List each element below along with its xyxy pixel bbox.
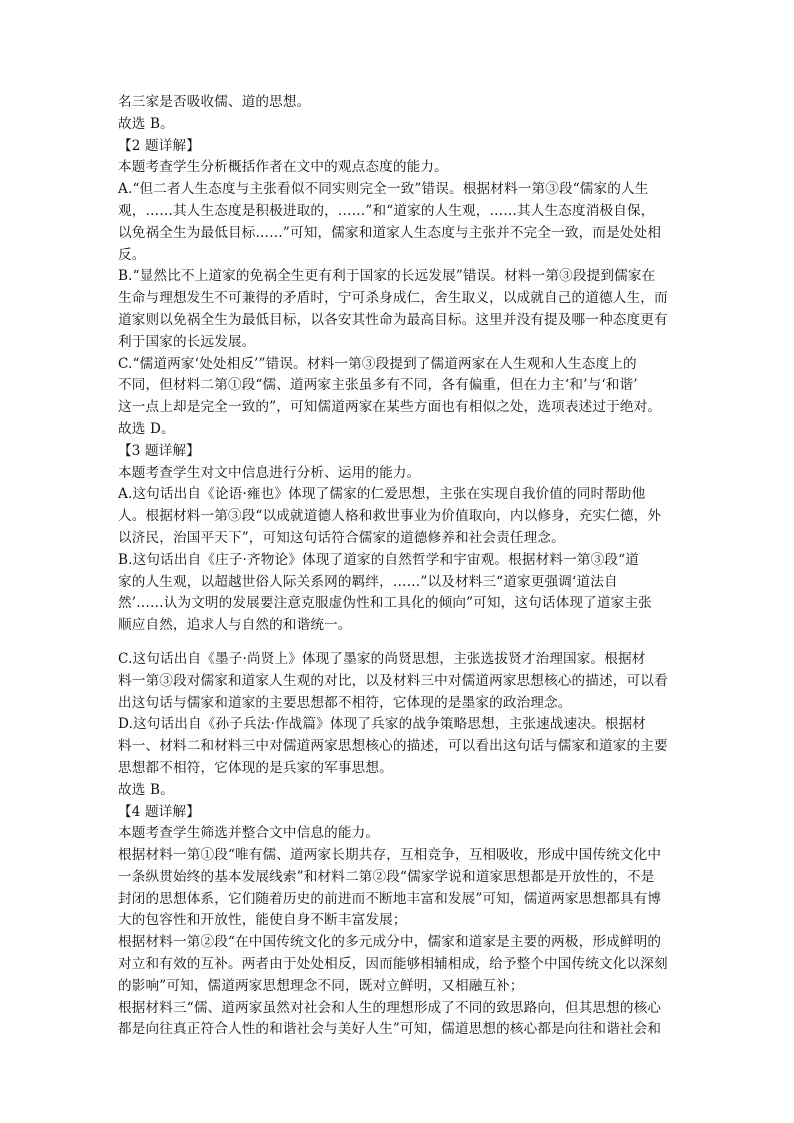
text-line: 都是向往真正符合人性的和谐社会与美好人生”可知，儒道思想的核心都是向往和谐社会和 <box>118 1021 662 1038</box>
text-line: 利于国家的长远发展。 <box>118 333 256 350</box>
text-line: 故选 B。 <box>118 115 174 132</box>
text-line: 家的人生观，以超越世俗人际关系网的羁绊，……”以及材料三“道家更强调‘道法自 <box>118 573 618 590</box>
text-line: 根据材料三“儒、道两家虽然对社会和人生的理想形成了不同的致思路向，但其思想的核心 <box>118 999 662 1016</box>
text-line: 料一第③段对儒家和道家人生观的对比，以及材料三中对儒道两家思想核心的描述，可以看 <box>118 672 668 689</box>
text-line: 一条纵贯始终的基本发展线索”和材料二第②段“儒家学说和道家思想都是开放性的，不是 <box>118 868 655 885</box>
text-line: D.这句话出自《孙子兵法·作战篇》体现了兵家的战争策略思想，主张速战速决。根据材 <box>118 716 647 733</box>
text-line: 思想都不相符，它体现的是兵家的军事思想。 <box>118 759 393 776</box>
text-line: 顺应自然，追求人与自然的和谐统一。 <box>118 617 352 634</box>
text-line: 【2 题详解】 <box>118 137 200 154</box>
text-line: A.这句话出自《论语·雍也》体现了儒家的仁爱思想，主张在实现自我价值的同时帮助他 <box>118 486 646 503</box>
text-line: 反。 <box>118 246 146 263</box>
text-line: 【3 题详解】 <box>118 442 200 459</box>
text-line: 以济民，治国平天下”，可知这句话符合儒家的道德修养和社会责任理念。 <box>118 529 565 546</box>
paragraph-gap <box>118 637 676 649</box>
text-line: B.这句话出自《庄子·齐物论》体现了道家的自然哲学和宇宙观。根据材料一第③段“道 <box>118 551 639 568</box>
text-line: 然’……认为文明的发展要注意克服虚伪性和工具化的倾向”可知，这句话体现了道家主张 <box>118 595 652 612</box>
text-line: 本题考查学生分析概括作者在文中的观点态度的能力。 <box>118 159 448 176</box>
text-line: 封闭的思想体系，它们随着历史的前进而不断地丰富和发展”可知，儒道两家思想都具有博 <box>118 890 662 907</box>
text-line: 故选 D。 <box>118 420 175 437</box>
text-line: 名三家是否吸收儒、道的思想。 <box>118 94 311 110</box>
text-line: 根据材料一第①段“唯有儒、道两家长期共存，互相竞争，互相吸收，形成中国传统文化中 <box>118 847 662 864</box>
text-line: C.“儒道两家‘处处相反’”错误。材料一第③段提到了儒道两家在人生观和人生态度上的 <box>118 355 637 372</box>
text-line: 大的包容性和开放性，能使自身不断丰富发展； <box>118 912 407 929</box>
text-line: 料一、材料二和材料三中对儒道两家思想核心的描述，可以看出这句话与儒家和道家的主要 <box>118 738 668 755</box>
text-line: B.“显然比不上道家的免祸全生更有利于国家的长远发展”错误。材料一第③段提到儒家在 <box>118 268 656 285</box>
text-line: 根据材料一第②段“在中国传统文化的多元成分中，儒家和道家是主要的两极，形成鲜明的 <box>118 934 662 951</box>
text-line: 的影响”可知，儒道两家思想理念不同，既对立鲜明，又相融互补； <box>118 977 524 994</box>
text-line: 故选 B。 <box>118 781 174 798</box>
text-line: A.“但二者人生态度与主张看似不同实则完全一致”错误。根据材料一第③段“儒家的人生 <box>118 181 649 198</box>
text-line: 出这句话与儒家和道家的主要思想都不相符，它体现的是墨家的政治理念。 <box>118 694 572 711</box>
text-line: 以免祸全生为最低目标……”可知，儒家和道家人生态度与主张并不完全一致，而是处处相 <box>118 224 662 241</box>
text-line: 道家则以免祸全生为最低目标，以各安其性命为最高目标。这里并没有提及哪一种态度更有 <box>118 311 668 328</box>
text-line: C.这句话出自《墨子·尚贤上》体现了墨家的尚贤思想，主张选拔贤才治理国家。根据材 <box>118 650 646 667</box>
text-line: 生命与理想发生不可兼得的矛盾时，宁可杀身成仁，舍生取义，以成就自己的道德人生，而 <box>118 290 668 307</box>
text-line: 本题考查学生对文中信息进行分析、运用的能力。 <box>118 464 421 481</box>
text-line: 观，……其人生态度是积极进取的，……”和“道家的人生观，……其人生态度消极自保， <box>118 202 655 219</box>
text-line: 这一点上却是完全一致的”，可知儒道两家在某些方面也有相似之处，选项表述过于绝对。 <box>118 399 662 416</box>
document-page <box>118 92 676 1041</box>
text-line: 人。根据材料一第③段“以成就道德人格和救世事业为价值取向，内以修身，充实仁德，外 <box>118 508 662 525</box>
text-line: 对立和有效的互补。两者由于处处相反，因而能够相辅相成，给予整个中国传统文化以深刻 <box>118 956 668 973</box>
text-line: 不同，但材料二第①段“儒、道两家主张虽多有不同，各有偏重，但在力主‘和’与‘和谐’ <box>118 377 638 394</box>
text-line: 本题考查学生筛选并整合文中信息的能力。 <box>118 825 380 842</box>
text-line: 【4 题详解】 <box>118 803 200 820</box>
